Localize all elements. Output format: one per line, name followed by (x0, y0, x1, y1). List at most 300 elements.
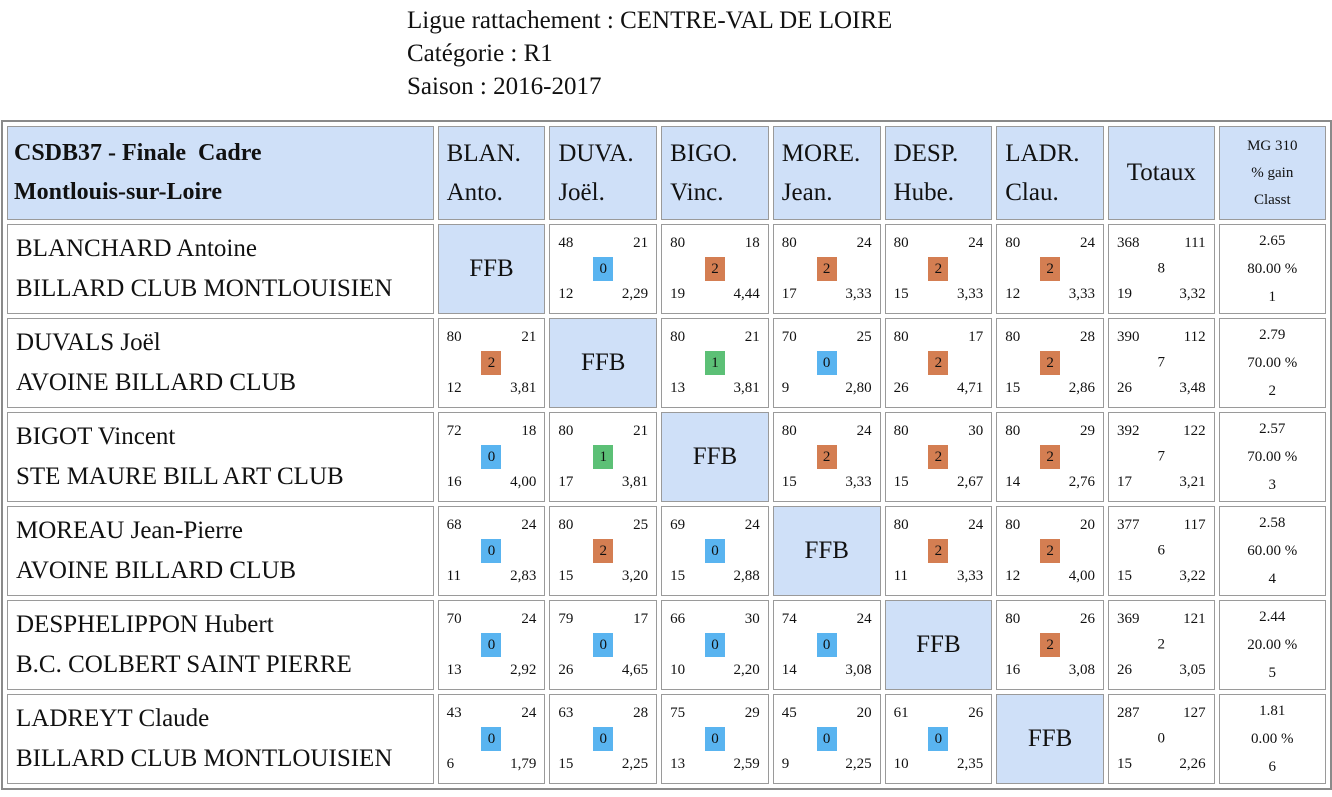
rank-value: 4 (1268, 571, 1277, 587)
player-club: B.C. COLBERT SAINT PIERRE (16, 651, 352, 678)
match-innings: 20 (1079, 517, 1095, 533)
match-innings: 30 (968, 423, 984, 439)
match-points-scored: 80 (1005, 329, 1021, 345)
player-cell (7, 318, 434, 408)
match-average: 3,08 (1068, 662, 1095, 678)
match-average: 3,33 (845, 474, 872, 490)
stats-cell (1219, 412, 1326, 502)
column-header-player (996, 126, 1104, 220)
match-average: 3,81 (510, 380, 537, 396)
match-high-run: 13 (670, 380, 686, 396)
header-row (7, 126, 1326, 220)
match-high-run: 12 (446, 380, 462, 396)
mg-value: 2.79 (1259, 327, 1286, 343)
match-innings: 24 (856, 611, 872, 627)
match-points-scored: 80 (670, 235, 686, 251)
match-average: 2,20 (733, 662, 760, 678)
match-result-badge: 0 (817, 633, 837, 657)
match-points-scored: 74 (781, 611, 797, 627)
match-cell (661, 318, 769, 408)
stats-cell (1219, 318, 1326, 408)
match-average: 2,25 (845, 756, 872, 772)
match-result-badge: 0 (593, 727, 613, 751)
gain-value: 60.00 % (1247, 543, 1298, 559)
column-header-totaux: Totaux (1108, 126, 1215, 220)
match-high-run: 13 (670, 756, 686, 772)
competition-header (407, 4, 892, 103)
total-innings: 127 (1183, 705, 1206, 721)
match-cell (549, 224, 657, 314)
match-cell (885, 694, 993, 784)
table-row (7, 318, 1326, 408)
match-cell (773, 412, 881, 502)
match-result-badge: 2 (928, 445, 948, 469)
column-header-line2: Jean. (781, 179, 833, 206)
match-average: 2,29 (621, 286, 649, 302)
ffb-cell: FFB (773, 506, 881, 596)
match-innings: 24 (744, 517, 760, 533)
match-innings: 26 (1079, 611, 1095, 627)
totals-cell (1108, 318, 1215, 408)
match-cell (885, 318, 993, 408)
match-points-scored: 80 (893, 235, 909, 251)
gain-value: 80.00 % (1247, 261, 1298, 277)
match-points-scored: 80 (1005, 235, 1021, 251)
match-innings: 29 (1079, 423, 1095, 439)
match-high-run: 10 (893, 756, 909, 772)
column-header-line1: DUVA. (558, 140, 634, 167)
best-high-run: 15 (1116, 568, 1132, 584)
match-points-scored: 43 (446, 705, 462, 721)
match-points-scored: 61 (893, 705, 909, 721)
match-result-badge: 1 (593, 445, 613, 469)
gain-label: % gain (1251, 164, 1294, 181)
total-points: 287 (1116, 705, 1140, 721)
match-points-scored: 80 (781, 423, 797, 439)
match-result-badge: 2 (1040, 445, 1060, 469)
match-average: 1,79 (510, 756, 537, 772)
match-high-run: 15 (558, 568, 574, 584)
match-high-run: 15 (670, 568, 686, 584)
match-result-badge: 0 (593, 633, 613, 657)
match-points-scored: 80 (893, 517, 909, 533)
match-average: 3,33 (1068, 286, 1095, 302)
column-header-line1: LADR. (1005, 140, 1080, 167)
saison-label: Saison : 2016-2017 (407, 73, 602, 100)
match-average: 2,35 (956, 756, 984, 772)
match-innings: 24 (521, 705, 537, 721)
match-points-scored: 80 (1005, 611, 1021, 627)
total-points: 390 (1116, 329, 1140, 345)
player-name: LADREYT Claude (16, 705, 210, 732)
ffb-cell: FFB (996, 694, 1104, 784)
best-high-run: 19 (1116, 286, 1132, 302)
total-average: 3,21 (1179, 474, 1206, 490)
match-cell (661, 224, 769, 314)
match-average: 2,88 (733, 568, 760, 584)
total-match-points: 6 (1157, 542, 1166, 559)
match-result-badge: 0 (705, 539, 725, 563)
match-high-run: 10 (670, 662, 686, 678)
match-cell (996, 600, 1104, 690)
match-innings: 21 (633, 423, 649, 439)
player-cell (7, 412, 434, 502)
match-average: 2,59 (733, 756, 760, 772)
total-match-points: 7 (1157, 448, 1166, 465)
ffb-cell: FFB (438, 224, 546, 314)
match-points-scored: 69 (670, 517, 686, 533)
match-points-scored: 80 (558, 423, 574, 439)
match-high-run: 15 (893, 474, 909, 490)
match-result-badge: 2 (1040, 539, 1060, 563)
stats-cell (1219, 224, 1326, 314)
competition-title (7, 126, 434, 220)
match-innings: 24 (968, 235, 984, 251)
player-club: BILLARD CLUB MONTLOUISIEN (16, 275, 393, 302)
total-innings: 122 (1183, 423, 1206, 439)
player-name: DUVALS Joël (16, 329, 161, 356)
match-cell (996, 412, 1104, 502)
match-cell (996, 224, 1104, 314)
player-club: STE MAURE BILL ART CLUB (16, 463, 344, 490)
match-cell (773, 318, 881, 408)
match-cell (661, 600, 769, 690)
player-cell (7, 224, 434, 314)
match-points-scored: 75 (670, 705, 686, 721)
match-points-scored: 45 (781, 705, 797, 721)
match-innings: 21 (633, 235, 649, 251)
match-result-badge: 2 (928, 351, 948, 375)
match-points-scored: 79 (558, 611, 574, 627)
match-points-scored: 80 (670, 329, 686, 345)
stats-cell (1219, 506, 1326, 596)
total-average: 3,32 (1179, 286, 1206, 302)
best-high-run: 26 (1116, 662, 1132, 678)
match-points-scored: 80 (781, 235, 797, 251)
rank-value: 1 (1268, 289, 1277, 305)
best-high-run: 15 (1116, 756, 1132, 772)
mg-label: MG 310 (1247, 137, 1298, 154)
match-result-badge: 2 (817, 445, 837, 469)
match-cell (773, 694, 881, 784)
match-points-scored: 68 (446, 517, 462, 533)
gain-value: 70.00 % (1247, 449, 1298, 465)
column-header-line1: MORE. (781, 140, 861, 167)
match-high-run: 16 (1005, 662, 1021, 678)
match-points-scored: 80 (558, 517, 574, 533)
match-average: 3,81 (621, 474, 649, 490)
player-cell (7, 600, 434, 690)
match-cell (773, 224, 881, 314)
match-average: 4,44 (733, 286, 760, 302)
mg-value: 1.81 (1259, 703, 1286, 719)
match-points-scored: 80 (893, 423, 909, 439)
match-high-run: 9 (781, 380, 790, 396)
match-innings: 24 (521, 517, 537, 533)
match-innings: 21 (521, 329, 537, 345)
mg-value: 2.65 (1259, 233, 1286, 249)
player-cell (7, 506, 434, 596)
match-result-badge: 2 (593, 539, 613, 563)
competition-title-line1: CSDB37 - Finale Cadre (14, 140, 262, 166)
total-match-points: 8 (1157, 260, 1166, 277)
ffb-cell: FFB (549, 318, 657, 408)
player-name: BLANCHARD Antoine (16, 235, 257, 262)
match-high-run: 15 (1005, 380, 1021, 396)
best-high-run: 17 (1116, 474, 1132, 490)
match-result-badge: 1 (705, 351, 725, 375)
categorie-label: Catégorie : R1 (407, 40, 553, 67)
totals-cell (1108, 506, 1215, 596)
total-innings: 117 (1183, 517, 1206, 533)
total-points: 369 (1116, 611, 1140, 627)
column-header-line2: Clau. (1005, 179, 1059, 206)
total-average: 3,05 (1179, 662, 1206, 678)
match-innings: 24 (521, 611, 537, 627)
ffb-cell: FFB (885, 600, 993, 690)
match-cell (773, 600, 881, 690)
match-high-run: 17 (558, 474, 574, 490)
match-innings: 24 (1079, 235, 1095, 251)
match-cell (996, 318, 1104, 408)
match-average: 2,76 (1068, 474, 1095, 490)
match-innings: 28 (633, 705, 649, 721)
match-high-run: 9 (781, 756, 790, 772)
match-result-badge: 0 (817, 727, 837, 751)
match-cell (438, 600, 546, 690)
match-cell (996, 506, 1104, 596)
match-average: 4,00 (1068, 568, 1095, 584)
match-high-run: 15 (558, 756, 574, 772)
total-points: 368 (1116, 235, 1140, 251)
match-innings: 28 (1079, 329, 1095, 345)
match-points-scored: 70 (781, 329, 797, 345)
match-result-badge: 0 (481, 727, 501, 751)
match-cell (885, 224, 993, 314)
match-innings: 24 (968, 517, 984, 533)
total-match-points: 2 (1157, 636, 1166, 653)
match-high-run: 15 (781, 474, 797, 490)
match-cell (661, 694, 769, 784)
player-cell (7, 694, 434, 784)
column-header-line1: DESP. (893, 140, 959, 167)
match-cell (549, 506, 657, 596)
match-average: 3,20 (621, 568, 649, 584)
match-cell (661, 506, 769, 596)
match-points-scored: 72 (446, 423, 462, 439)
rank-value: 5 (1268, 665, 1277, 681)
match-result-badge: 0 (481, 539, 501, 563)
rank-value: 3 (1268, 477, 1277, 493)
match-result-badge: 2 (1040, 633, 1060, 657)
match-cell (438, 318, 546, 408)
match-result-badge: 0 (481, 445, 501, 469)
gain-value: 70.00 % (1247, 355, 1298, 371)
total-match-points: 0 (1157, 730, 1166, 747)
match-average: 3,33 (956, 568, 984, 584)
match-innings: 30 (744, 611, 760, 627)
match-points-scored: 63 (558, 705, 574, 721)
match-high-run: 13 (446, 662, 462, 678)
match-average: 2,83 (510, 568, 537, 584)
match-innings: 20 (856, 705, 872, 721)
total-average: 3,22 (1179, 568, 1206, 584)
rank-value: 6 (1268, 759, 1277, 775)
match-average: 4,00 (510, 474, 537, 490)
competition-title-line2: Montlouis-sur-Loire (14, 179, 222, 205)
total-innings: 121 (1183, 611, 1206, 627)
column-header-player (549, 126, 657, 220)
player-club: AVOINE BILLARD CLUB (16, 557, 297, 584)
match-high-run: 19 (670, 286, 686, 302)
match-innings: 18 (744, 235, 760, 251)
gain-value: 20.00 % (1247, 637, 1298, 653)
match-average: 4,65 (621, 662, 649, 678)
totals-cell (1108, 600, 1215, 690)
match-cell (885, 412, 993, 502)
match-average: 3,81 (733, 380, 760, 396)
ffb-cell: FFB (661, 412, 769, 502)
mg-value: 2.58 (1259, 515, 1286, 531)
match-average: 2,67 (956, 474, 984, 490)
match-result-badge: 2 (817, 257, 837, 281)
match-result-badge: 0 (705, 727, 725, 751)
table-row (7, 694, 1326, 784)
match-innings: 24 (856, 423, 872, 439)
column-header-player (438, 126, 546, 220)
match-innings: 25 (633, 517, 649, 533)
match-high-run: 15 (893, 286, 909, 302)
total-average: 3,48 (1179, 380, 1206, 396)
match-cell (885, 506, 993, 596)
match-result-badge: 2 (928, 257, 948, 281)
table-row (7, 600, 1326, 690)
results-table (1, 120, 1332, 790)
match-average: 3,33 (845, 286, 872, 302)
totals-cell (1108, 412, 1215, 502)
column-header-line2: Anto. (446, 179, 503, 206)
match-result-badge: 0 (928, 727, 948, 751)
stats-cell (1219, 600, 1326, 690)
match-result-badge: 2 (481, 351, 501, 375)
match-innings: 17 (633, 611, 649, 627)
total-points: 377 (1116, 517, 1140, 533)
match-points-scored: 48 (558, 235, 574, 251)
player-club: AVOINE BILLARD CLUB (16, 369, 297, 396)
column-header-line2: Joël. (558, 179, 605, 206)
column-header-player (661, 126, 769, 220)
total-points: 392 (1116, 423, 1140, 439)
gain-value: 0.00 % (1251, 731, 1294, 747)
match-average: 2,25 (621, 756, 649, 772)
mg-value: 2.44 (1259, 609, 1286, 625)
match-high-run: 26 (558, 662, 574, 678)
match-high-run: 12 (1005, 286, 1021, 302)
match-points-scored: 66 (670, 611, 686, 627)
player-name: BIGOT Vincent (16, 423, 176, 450)
match-points-scored: 80 (1005, 423, 1021, 439)
match-points-scored: 80 (893, 329, 909, 345)
total-innings: 112 (1183, 329, 1206, 345)
match-points-scored: 80 (446, 329, 462, 345)
rank-value: 2 (1268, 383, 1277, 399)
match-high-run: 14 (781, 662, 797, 678)
match-high-run: 17 (781, 286, 797, 302)
table-row (7, 506, 1326, 596)
match-high-run: 16 (446, 474, 462, 490)
column-header-line1: BLAN. (446, 140, 521, 167)
match-innings: 24 (856, 235, 872, 251)
mg-value: 2.57 (1259, 421, 1286, 437)
ligue-label: Ligue rattachement : CENTRE-VAL DE LOIRE (407, 7, 893, 34)
classt-label: Classt (1253, 191, 1291, 208)
match-cell (549, 600, 657, 690)
match-innings: 18 (521, 423, 537, 439)
match-high-run: 12 (558, 286, 574, 302)
match-result-badge: 0 (817, 351, 837, 375)
column-header-stats (1219, 126, 1326, 220)
player-name: MOREAU Jean-Pierre (16, 517, 244, 544)
match-average: 2,92 (510, 662, 537, 678)
player-club: BILLARD CLUB MONTLOUISIEN (16, 745, 393, 772)
match-cell (438, 412, 546, 502)
match-high-run: 6 (446, 756, 455, 772)
totals-cell (1108, 694, 1215, 784)
match-average: 3,08 (845, 662, 872, 678)
match-innings: 25 (856, 329, 872, 345)
match-average: 3,33 (956, 286, 984, 302)
column-header-line2: Hube. (893, 179, 954, 206)
match-average: 2,80 (845, 380, 872, 396)
match-result-badge: 2 (705, 257, 725, 281)
total-average: 2,26 (1179, 756, 1206, 772)
total-innings: 111 (1184, 235, 1206, 251)
match-cell (549, 412, 657, 502)
match-high-run: 26 (893, 380, 909, 396)
match-innings: 21 (744, 329, 760, 345)
match-points-scored: 70 (446, 611, 462, 627)
column-header-player (773, 126, 881, 220)
best-high-run: 26 (1116, 380, 1132, 396)
match-cell (549, 694, 657, 784)
match-cell (438, 506, 546, 596)
column-header-player (885, 126, 993, 220)
player-name: DESPHELIPPON Hubert (16, 611, 274, 638)
match-result-badge: 2 (1040, 257, 1060, 281)
match-innings: 26 (968, 705, 984, 721)
stats-cell (1219, 694, 1326, 784)
match-points-scored: 80 (1005, 517, 1021, 533)
match-high-run: 12 (1005, 568, 1021, 584)
match-cell (438, 694, 546, 784)
match-high-run: 14 (1005, 474, 1021, 490)
match-high-run: 11 (446, 568, 462, 584)
match-result-badge: 0 (481, 633, 501, 657)
table-row (7, 412, 1326, 502)
match-innings: 17 (968, 329, 984, 345)
match-average: 4,71 (956, 380, 984, 396)
match-high-run: 11 (893, 568, 909, 584)
table-row (7, 224, 1326, 314)
total-match-points: 7 (1157, 354, 1166, 371)
match-average: 2,86 (1068, 380, 1095, 396)
match-innings: 29 (744, 705, 760, 721)
match-result-badge: 2 (928, 539, 948, 563)
match-result-badge: 0 (593, 257, 613, 281)
match-result-badge: 2 (1040, 351, 1060, 375)
match-result-badge: 0 (705, 633, 725, 657)
column-header-line2: Vinc. (670, 179, 724, 206)
